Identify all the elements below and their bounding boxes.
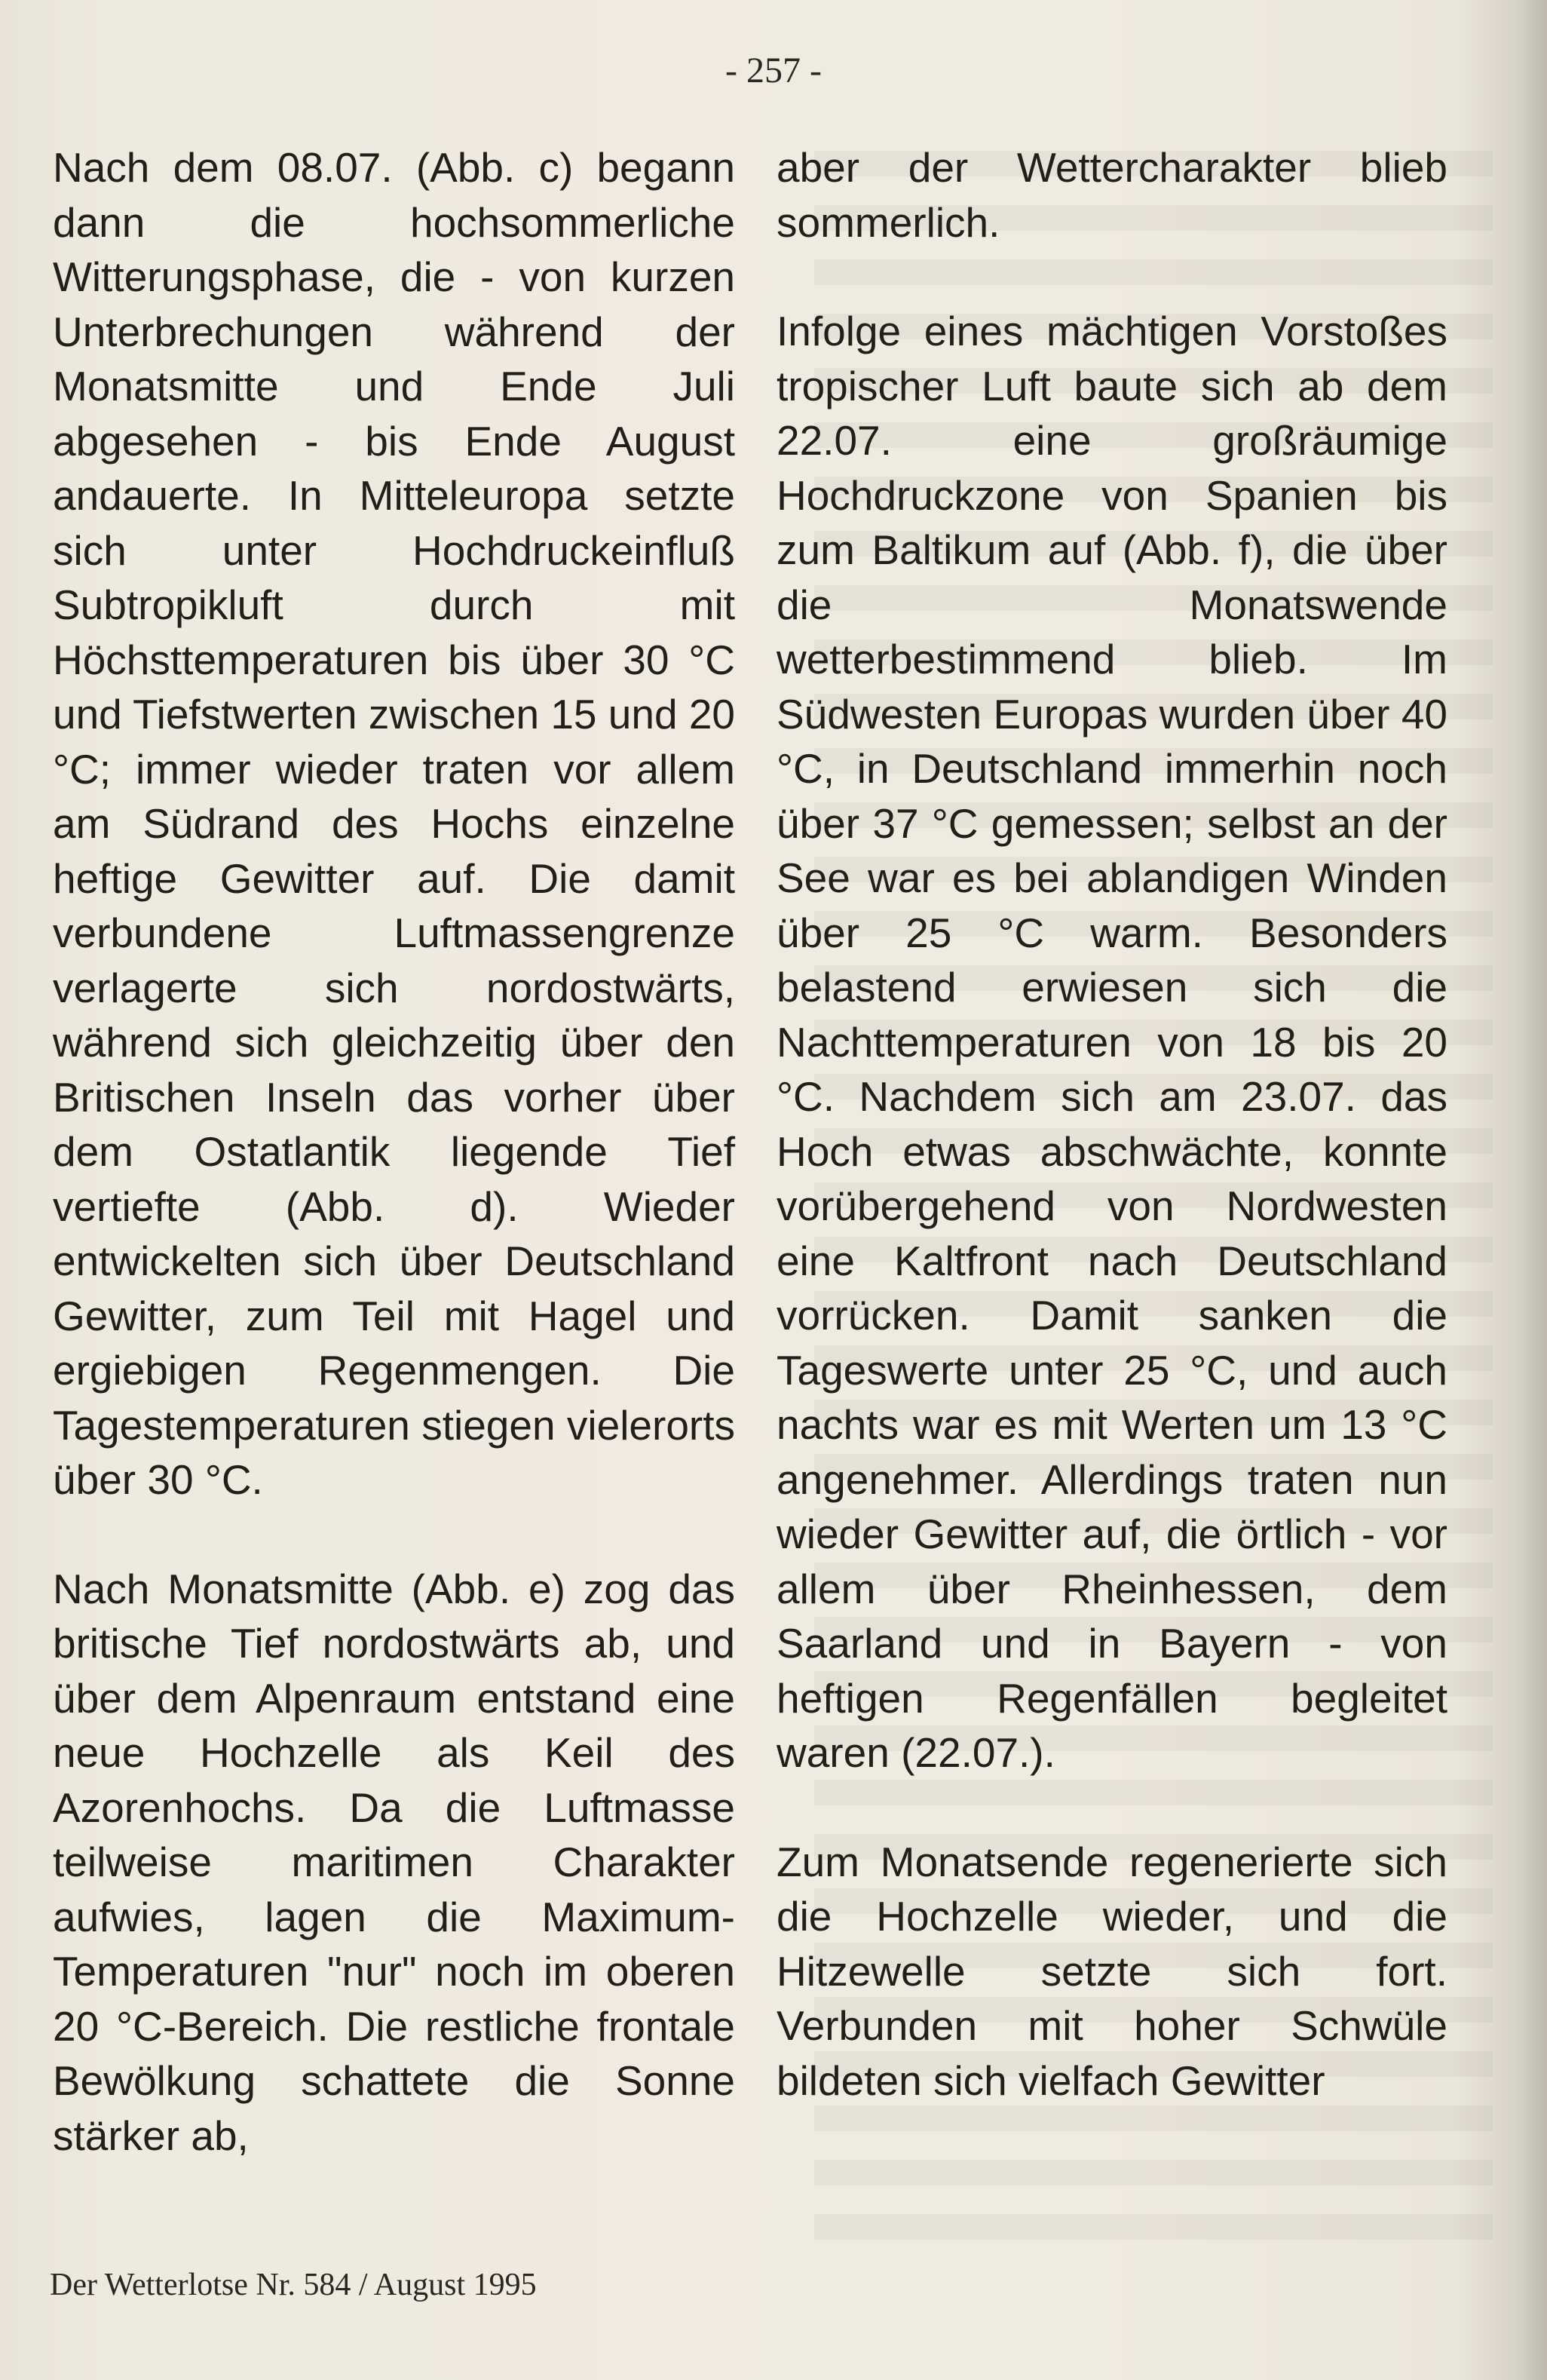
paragraph: aber der Wettercharakter blieb sommerlich. xyxy=(777,144,1447,246)
left-text-column xyxy=(53,140,735,2217)
paragraph: Nach dem 08.07. (Abb. c) begann dann die hochsommerliche Witterungsphase, die - von kurzen Unterbrechungen während der Monatsmitte und Ende Juli abgesehen - bis Ende August andauerte. In Mitteleuropa setzte sich unter Hochdruckeinfluß Subtropikluft durch mit Höchsttemperaturen bis über 30 °C und Tiefstwerten zwischen 15 und 20 °C; immer wieder traten vor allem am Südrand des Hochs einzelne heftige Gewitter auf. Die damit verbundene Luftmassengrenze verlagerte sich nordostwärts, während sich gleichzeitig über den Britischen Inseln das vorher über dem Ostatlantik liegende Tief vertiefte (Abb. d). Wieder entwickelten sich über Deutschland Gewitter, zum Teil mit Hagel und ergiebigen Regenmengen. Die Tagestemperaturen stiegen vielerorts über 30 °C. xyxy=(53,144,736,1503)
page-number: - 257 - xyxy=(725,51,822,90)
right-text-column xyxy=(777,140,1447,2162)
paragraph: Zum Monatsende regenerierte sich die Hochzelle wieder, und die Hitzewelle setzte sich fort. Verbunden mit hoher Schwüle bildeten sich vielfach Gewitter xyxy=(777,1838,1447,2104)
page-footer: Der Wetterlotse Nr. 584 / August 1995 xyxy=(50,2268,537,2302)
paragraph: Infolge eines mächtigen Vorstoßes tropischer Luft baute sich ab dem 22.07. eine großräumige Hochdruckzone von Spanien bis zum Baltikum auf (Abb. f), die über die Monatswende wetterbestimmend blieb. Im Südwesten Europas wurden über 40 °C, in Deutschland immerhin noch über 37 °C gemessen; selbst an der See war es bei ablandigen Winden über 25 °C warm. Besonders belastend erwiesen sich die Nachttemperaturen von 18 bis 20 °C. Nachdem sich am 23.07. das Hoch etwas abschwächte, konnte vorübergehend von Nordwesten eine Kaltfront nach Deutschland vorrücken. Damit sanken die Tageswerte unter 25 °C, und auch nachts war es mit Werten um 13 °C angenehmer. Allerdings traten nun wieder Gewitter auf, die örtlich - vor allem über Rheinhessen, dem Saarland und in Bayern - von heftigen Regenfällen begleitet waren (22.07.). xyxy=(777,308,1447,1776)
paragraph: Nach Monatsmitte (Abb. e) zog das britische Tief nordostwärts ab, und über dem Alpenraum entstand eine neue Hochzelle als Keil des Azorenhochs. Da die Luftmasse teilweise maritimen Charakter aufwies, lagen die Maximum-Temperaturen "nur" noch im oberen 20 °C-Bereich. Die restliche frontale Bewölkung schattete die Sonne stärker ab, xyxy=(53,1565,735,2159)
